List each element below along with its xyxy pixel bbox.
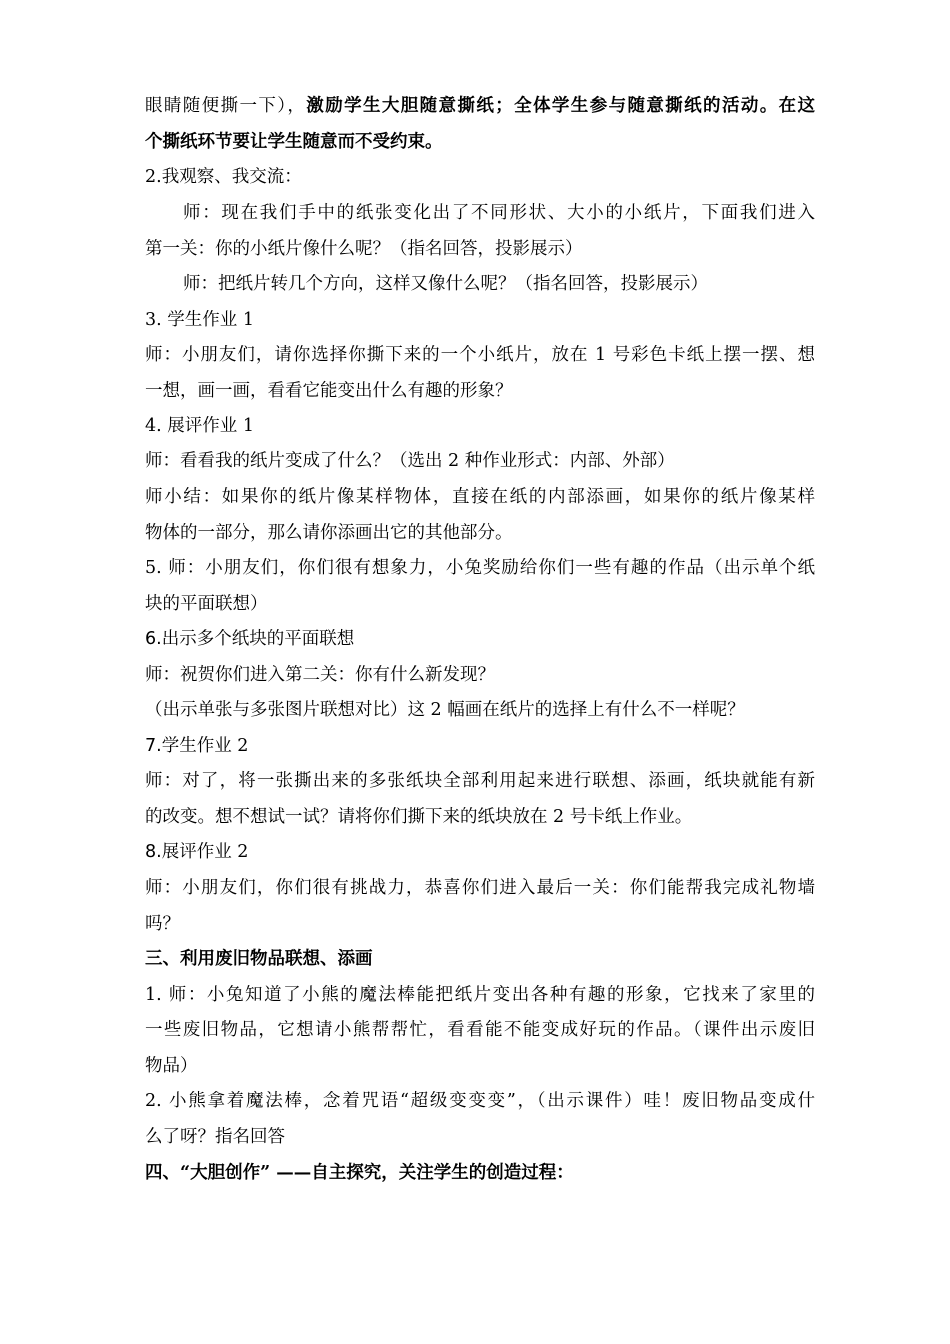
paragraph-line: 师：把纸片转几个方向，这样又像什么呢？（指名回答，投影展示）	[183, 274, 708, 294]
section-heading: 3. 学生作业 1	[145, 310, 254, 330]
paragraph-line: 一想，画一画，看看它能变出什么有趣的形象？	[145, 381, 513, 401]
paragraph-line: 物品）	[145, 1056, 198, 1076]
paragraph-line: 的改变。想不想试一试？请将你们撕下来的纸块放在 2 号卡纸上作业。	[145, 807, 693, 827]
section-heading: 6.出示多个纸块的平面联想	[145, 629, 355, 649]
section-heading: 2.我观察、我交流：	[145, 167, 302, 187]
paragraph-line: 师小结：如果你的纸片像某样物体，直接在纸的内部添画，如果你的纸片像某样	[145, 487, 815, 507]
paragraph-line: 师：祝贺你们进入第二关：你有什么新发现？	[145, 665, 495, 685]
paragraph-line: 师：对了，将一张撕出来的多张纸块全部利用起来进行联想、添画，纸块就能有新	[145, 771, 815, 791]
paragraph-line: 个撕纸环节要让学生随意而不受约束。	[145, 132, 443, 152]
paragraph-line: 5. 师：小朋友们，你们很有想象力，小兔奖励给你们一些有趣的作品（出示单个纸	[145, 558, 815, 578]
paragraph-line: 块的平面联想）	[145, 594, 268, 614]
section-heading: 4. 展评作业 1	[145, 416, 254, 436]
paragraph-line: 1. 师：小兔知道了小熊的魔法棒能把纸片变出各种有趣的形象，它找来了家里的	[145, 985, 815, 1005]
section-heading: 7.学生作业 2	[145, 736, 249, 756]
paragraph-line: 吗？	[145, 914, 180, 934]
paragraph-line: 第一关：你的小纸片像什么呢？（指名回答，投影展示）	[145, 239, 583, 259]
paragraph-line: 眼睛随便撕一下），激励学生大胆随意撕纸；全体学生参与随意撕纸的活动。在这	[145, 96, 816, 116]
section-heading: 8.展评作业 2	[145, 842, 249, 862]
paragraph-line: 2. 小熊拿着魔法棒，念着咒语“超级变变变”，（出示课件）哇！废旧物品变成什	[145, 1091, 815, 1111]
section-heading: 四、“大胆创作” ——自主探究，关注学生的创造过程：	[145, 1163, 574, 1183]
paragraph-line: 师：现在我们手中的纸张变化出了不同形状、大小的小纸片，下面我们进入	[183, 203, 815, 223]
section-heading: 三、利用废旧物品联想、添画	[145, 949, 373, 969]
paragraph-line: 么了呀？指名回答	[145, 1127, 285, 1147]
paragraph-line: 师：小朋友们，你们很有挑战力，恭喜你们进入最后一关：你们能帮我完成礼物墙	[145, 878, 815, 898]
paragraph-line: 师：小朋友们，请你选择你撕下来的一个小纸片，放在 1 号彩色卡纸上摆一摆、想	[145, 345, 815, 365]
paragraph-line: 师：看看我的纸片变成了什么？（选出 2 种作业形式：内部、外部）	[145, 451, 675, 471]
paragraph-line: （出示单张与多张图片联想对比）这 2 幅画在纸片的选择上有什么不一样呢？	[145, 700, 745, 720]
paragraph-line: 物体的一部分，那么请你添画出它的其他部分。	[145, 523, 513, 543]
paragraph-line: 一些废旧物品，它想请小熊帮帮忙，看看能不能变成好玩的作品。（课件出示废旧	[145, 1020, 815, 1040]
